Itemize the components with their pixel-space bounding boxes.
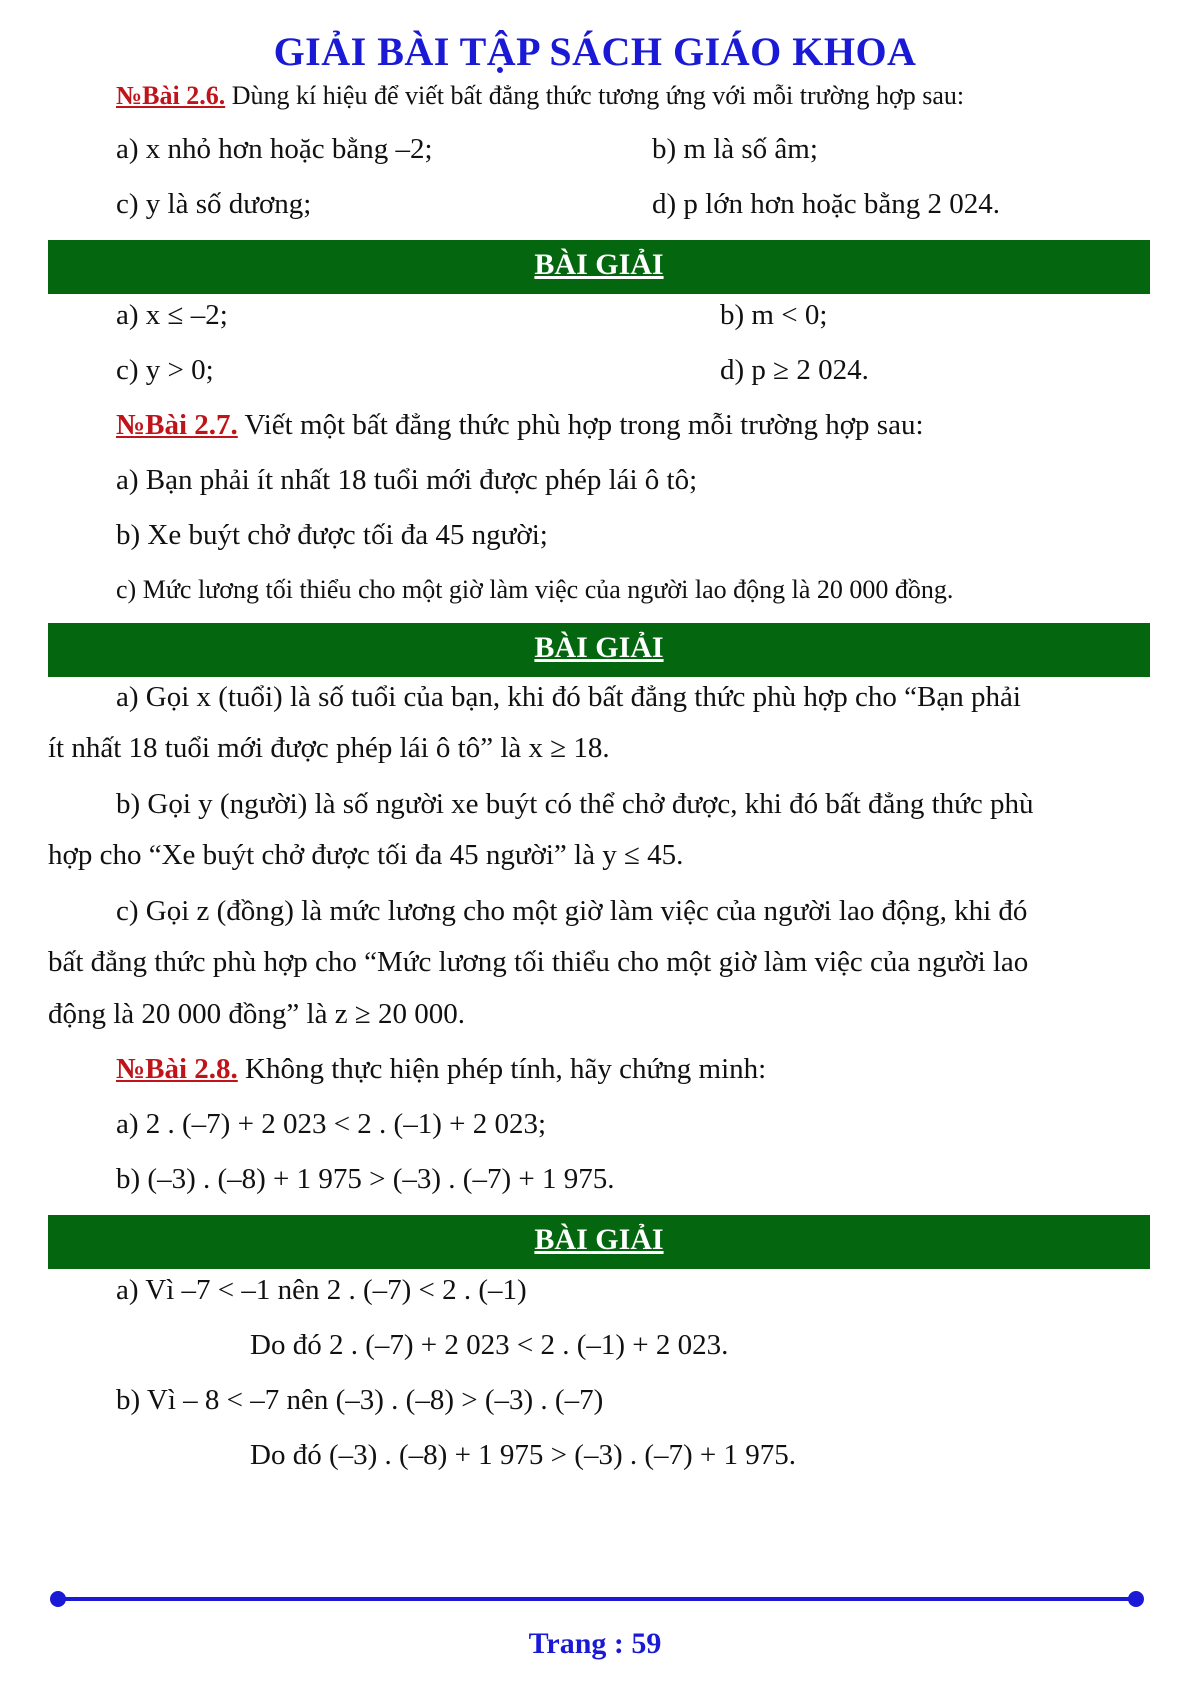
solution-line: a) Gọi x (tuổi) là số tuổi của bạn, khi đó bất đẳng thức phù hợp cho “Bạn phải (116, 681, 1021, 713)
answer-item: c) y > 0; (116, 354, 214, 386)
exercise-item: b) (–3) . (–8) + 1 975 > (–3) . (–7) + 1 975. (116, 1163, 615, 1195)
exercise-item: c) Mức lương tối thiểu cho một giờ làm việc của người lao động là 20 000 đồng. (116, 575, 954, 604)
exercise-item: a) 2 . (–7) + 2 023 < 2 . (–1) + 2 023; (116, 1108, 547, 1140)
footer-divider-left-dot (50, 1591, 66, 1607)
solution-line: a) Vì –7 < –1 nên 2 . (–7) < 2 . (–1) (116, 1274, 527, 1306)
exercise-number: №Bài 2.7. (116, 409, 238, 441)
exercise-item: c) y là số dương; (116, 188, 312, 220)
solution-line: động là 20 000 đồng” là z ≥ 20 000. (48, 998, 466, 1030)
footer-divider (60, 1597, 1134, 1601)
solution-line: b) Gọi y (người) là số người xe buýt có thể chở được, khi đó bất đẳng thức phù (116, 788, 1034, 820)
solution-line: bất đẳng thức phù hợp cho “Mức lương tối thiểu cho một giờ làm việc của người lao (48, 946, 1029, 978)
solution-label: BÀI GIẢI (534, 248, 664, 281)
solution-banner (48, 240, 1150, 294)
solution-label: BÀI GIẢI (534, 1223, 664, 1256)
solution-line: Do đó (–3) . (–8) + 1 975 > (–3) . (–7) + 1 975. (250, 1439, 797, 1471)
solution-label: BÀI GIẢI (534, 631, 664, 664)
exercise-2-8-heading (116, 1051, 766, 1087)
exercise-item: a) x nhỏ hơn hoặc bằng –2; (116, 133, 433, 165)
exercise-2-7-heading (116, 407, 924, 443)
exercise-2-6-heading (116, 78, 964, 114)
footer-divider-right-dot (1128, 1591, 1144, 1607)
solution-line: hợp cho “Xe buýt chở được tối đa 45 người” là y ≤ 45. (48, 839, 684, 871)
exercise-item: a) Bạn phải ít nhất 18 tuổi mới được phép lái ô tô; (116, 464, 698, 496)
solution-banner (48, 623, 1150, 677)
page-number: Trang : 59 (528, 1627, 662, 1660)
page-title: GIẢI BÀI TẬP SÁCH GIÁO KHOA (273, 29, 917, 74)
exercise-prompt: Viết một bất đẳng thức phù hợp trong mỗi trường hợp sau: (237, 409, 924, 441)
solution-line: b) Vì – 8 < –7 nên (–3) . (–8) > (–3) . (–7) (116, 1384, 604, 1416)
answer-item: b) m < 0; (720, 299, 828, 331)
exercise-prompt: Không thực hiện phép tính, hãy chứng minh: (237, 1053, 767, 1085)
answer-item: d) p ≥ 2 024. (720, 354, 869, 386)
exercise-item: d) p lớn hơn hoặc bằng 2 024. (652, 188, 1000, 220)
solution-line: Do đó 2 . (–7) + 2 023 < 2 . (–1) + 2 023. (250, 1329, 729, 1361)
solution-line: c) Gọi z (đồng) là mức lương cho một giờ làm việc của người lao động, khi đó (116, 895, 1028, 927)
exercise-item: b) Xe buýt chở được tối đa 45 người; (116, 519, 548, 551)
exercise-number: №Bài 2.8. (116, 1053, 238, 1085)
exercise-item: b) m là số âm; (652, 133, 818, 165)
exercise-prompt: Dùng kí hiệu để viết bất đẳng thức tương ứng với mỗi trường hợp sau: (225, 81, 965, 110)
solution-banner (48, 1215, 1150, 1269)
answer-item: a) x ≤ –2; (116, 299, 228, 331)
exercise-number: №Bài 2.6. (116, 81, 226, 110)
solution-line: ít nhất 18 tuổi mới được phép lái ô tô” là x ≥ 18. (48, 732, 610, 764)
